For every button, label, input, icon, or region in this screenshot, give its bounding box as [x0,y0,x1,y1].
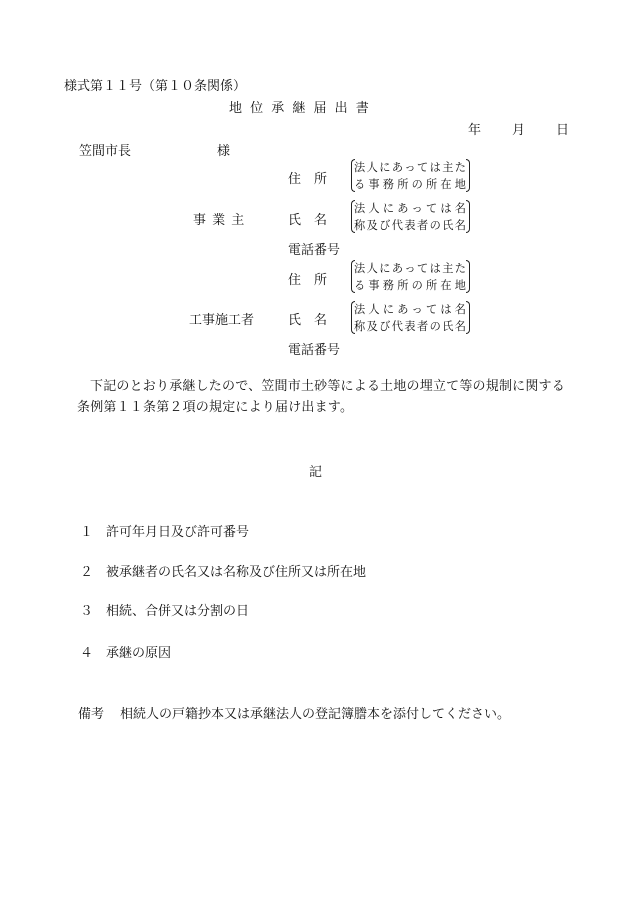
form-number: 様式第１１号（第１０条関係） [64,79,247,94]
addressee-honorific: 様 [217,144,231,159]
item-text: 相続、合併又は分割の日 [106,604,250,619]
note-line: 称及び代表者の氏名 [354,319,466,333]
note-line: る事務所の所在地 [354,177,466,191]
note-line: 法人にあっては主た [354,161,466,174]
ki-heading: 記 [309,465,323,480]
item-number: １ [80,525,94,540]
body-paragraph: 下記のとおり承継したので、笠間市土砂等による土地の埋立て等の規制に関する条例第１１条第２項の規定により届け出ます。 [77,379,565,415]
business-owner-address-label: 住 所 [288,172,328,187]
note-line: る事務所の所在地 [354,278,466,292]
date-month: 月 [512,123,526,138]
remarks-label: 備考 [78,707,105,722]
item-number: ２ [80,565,94,580]
note-line: 法人にあっては名 [354,202,466,215]
item-text: 承継の原因 [106,646,172,661]
contractor-address-label: 住 所 [288,273,328,288]
date-day: 日 [556,123,570,138]
date-year: 年 [468,123,482,138]
contractor-phone-label: 電話番号 [288,343,341,358]
contractor-role: 工事施工者 [189,313,255,328]
remarks-text: 相続人の戸籍抄本又は承継法人の登記簿謄本を添付してください。 [120,707,511,722]
business-owner-name-label: 氏 名 [288,213,328,228]
item-number: ４ [80,646,94,661]
business-owner-address-note [354,160,466,193]
note-line: 称及び代表者の氏名 [354,218,466,232]
item-text: 被承継者の氏名又は名称及び住所又は所在地 [106,565,367,580]
contractor-address-note [354,261,466,294]
business-owner-name-note [354,201,466,234]
contractor-name-label: 氏 名 [288,313,328,328]
item-text: 許可年月日及び許可番号 [106,525,250,540]
item-number: ３ [80,604,94,619]
business-owner-role: 事 業 主 [193,213,246,228]
contractor-name-note [354,302,466,335]
note-line: 法人にあっては主た [354,262,466,275]
document-title: 地 位 承 継 届 出 書 [229,101,371,116]
addressee-name: 笠間市長 [79,144,132,159]
business-owner-phone-label: 電話番号 [288,243,341,258]
note-line: 法人にあっては名 [354,303,466,316]
